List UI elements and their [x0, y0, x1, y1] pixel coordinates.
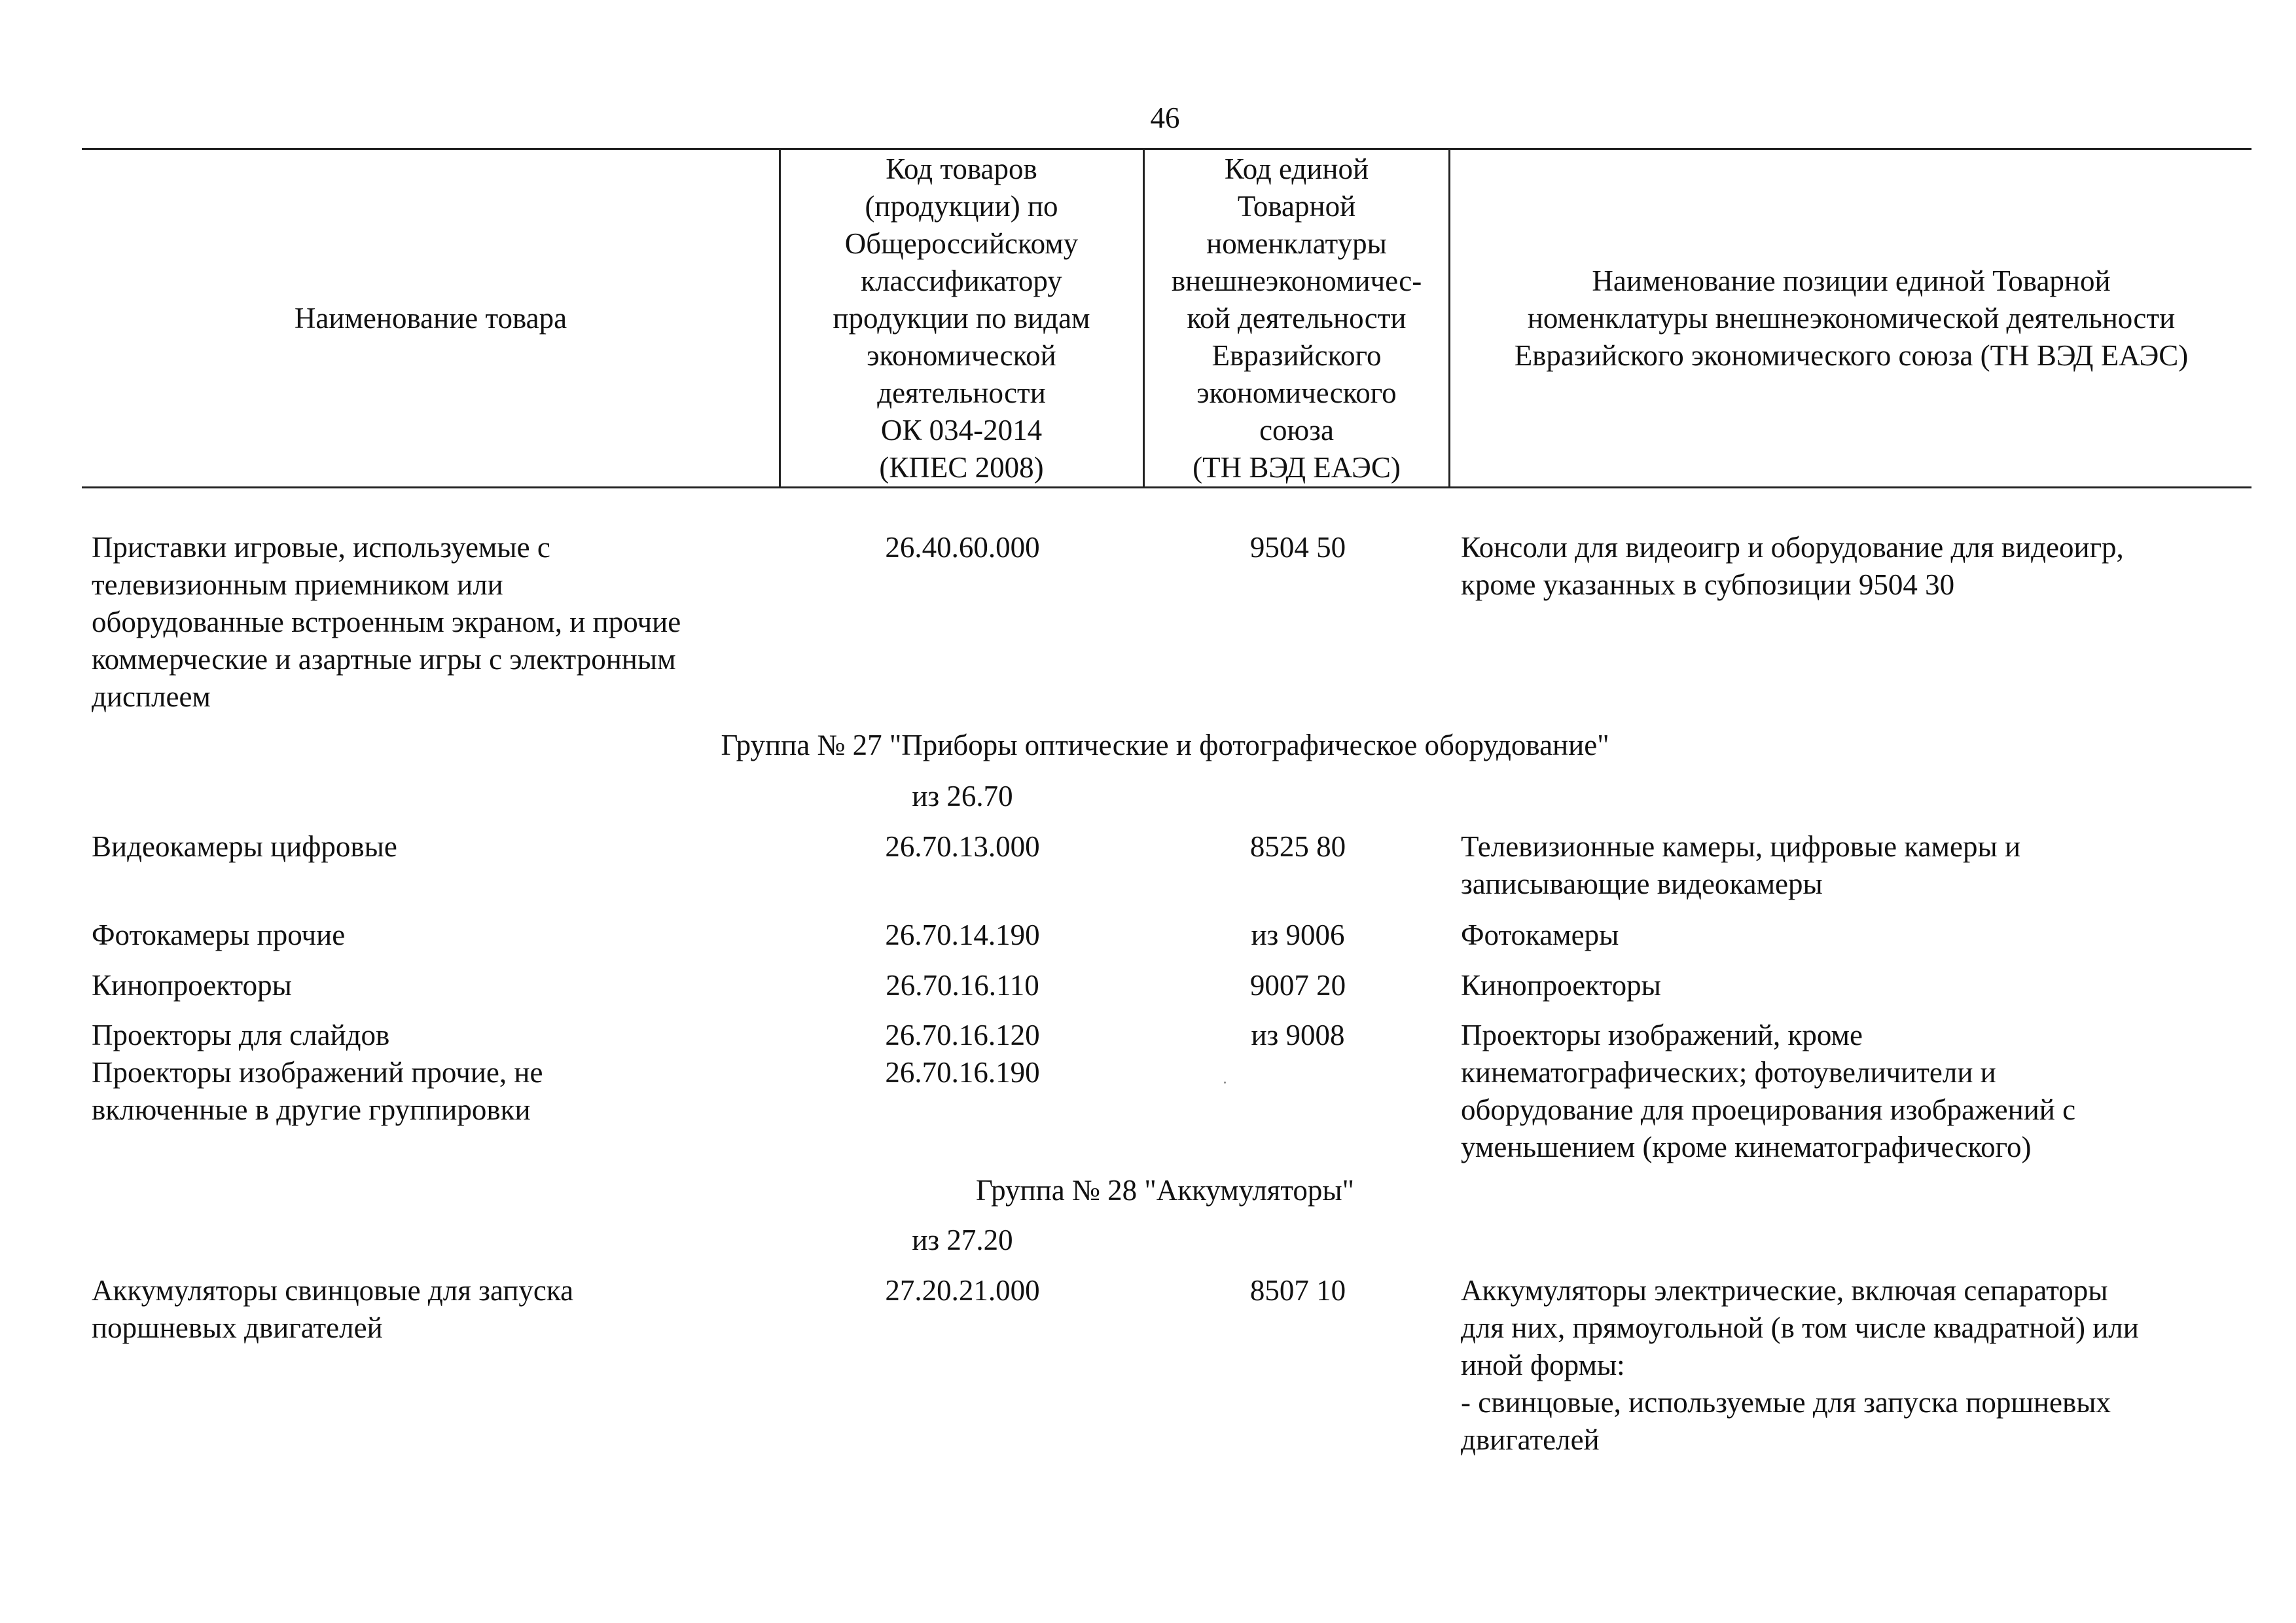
product-name: Кинопроекторы	[92, 969, 292, 1002]
header-okpd-code: Код товаров (продукции) по Общероссийскому классификатору продукции по видам экономической деятельности ОК 034-2014 (КПЕС 2008)	[833, 153, 1090, 484]
tnved-code: из 9006	[1251, 919, 1345, 951]
header-bottom-rule	[82, 486, 2251, 488]
okpd-code: 26.70.13.000	[885, 830, 1040, 863]
group-heading: Группа № 27 "Приборы оптические и фотографическое оборудование"	[721, 729, 1609, 761]
header-product-name: Наименование товара	[294, 301, 567, 335]
group-okpd-range: из 26.70	[912, 780, 1013, 812]
okpd-code: 26.70.16.110	[886, 969, 1039, 1002]
okpd-code: 26.40.60.000	[885, 531, 1040, 564]
okpd-code: 26.70.16.120 26.70.16.190	[885, 1019, 1040, 1089]
header-tnved-position: Наименование позиции единой Товарной номенклатуры внешнеэкономической деятельности Евразийского экономического союза (ТН ВЭД ЕАЭС)	[1514, 264, 2189, 372]
tnved-description: Аккумуляторы электрические, включая сепараторы для них, прямоугольной (в том числе квадратной) или иной формы: - свинцовые, используемые для запуска поршневых двигателей	[1461, 1274, 2139, 1456]
tnved-code: 8525 80	[1249, 830, 1346, 863]
tnved-description: Проекторы изображений, кроме кинематографических; фотоувеличители и оборудование для проецирования изображений с уменьшением (кроме кинематографического)	[1461, 1019, 2076, 1163]
column-divider	[1448, 148, 1450, 488]
tnved-description: Консоли для видеоигр и оборудование для видеоигр, кроме указанных в субпозиции 9504 30	[1461, 531, 2124, 601]
product-name: Приставки игровые, используемые с телевизионным приемником или оборудованные встроенным экраном, и прочие коммерческие и азартные игры с электронным дисплеем	[92, 531, 681, 713]
column-divider	[1143, 148, 1145, 488]
product-name: Фотокамеры прочие	[92, 919, 346, 951]
tnved-description: Телевизионные камеры, цифровые камеры и записывающие видеокамеры	[1461, 830, 2021, 900]
tnved-code: из 9008	[1251, 1019, 1345, 1051]
tnved-code: 9504 50	[1249, 531, 1346, 564]
okpd-code: 27.20.21.000	[885, 1274, 1040, 1307]
group-okpd-range: из 27.20	[912, 1224, 1013, 1256]
scan-speck	[1224, 1082, 1226, 1084]
tnved-description: Кинопроекторы	[1461, 969, 1661, 1002]
product-name: Проекторы для слайдов Проекторы изображений прочие, не включенные в другие группировки	[92, 1019, 543, 1126]
header-tnved-code: Код единой Товарной номенклатуры внешнеэкономичес- кой деятельности Евразийского экономического союза (ТН ВЭД ЕАЭС)	[1171, 153, 1422, 484]
tnved-description: Фотокамеры	[1461, 919, 1619, 951]
product-name: Аккумуляторы свинцовые для запуска поршневых двигателей	[92, 1274, 574, 1344]
group-heading: Группа № 28 "Аккумуляторы"	[975, 1174, 1355, 1207]
tnved-code: 8507 10	[1249, 1274, 1346, 1307]
product-name: Видеокамеры цифровые	[92, 830, 397, 863]
table-top-rule	[82, 148, 2251, 150]
tnved-code: 9007 20	[1249, 969, 1346, 1002]
page-number: 46	[1150, 101, 1180, 134]
okpd-code: 26.70.14.190	[885, 919, 1040, 951]
